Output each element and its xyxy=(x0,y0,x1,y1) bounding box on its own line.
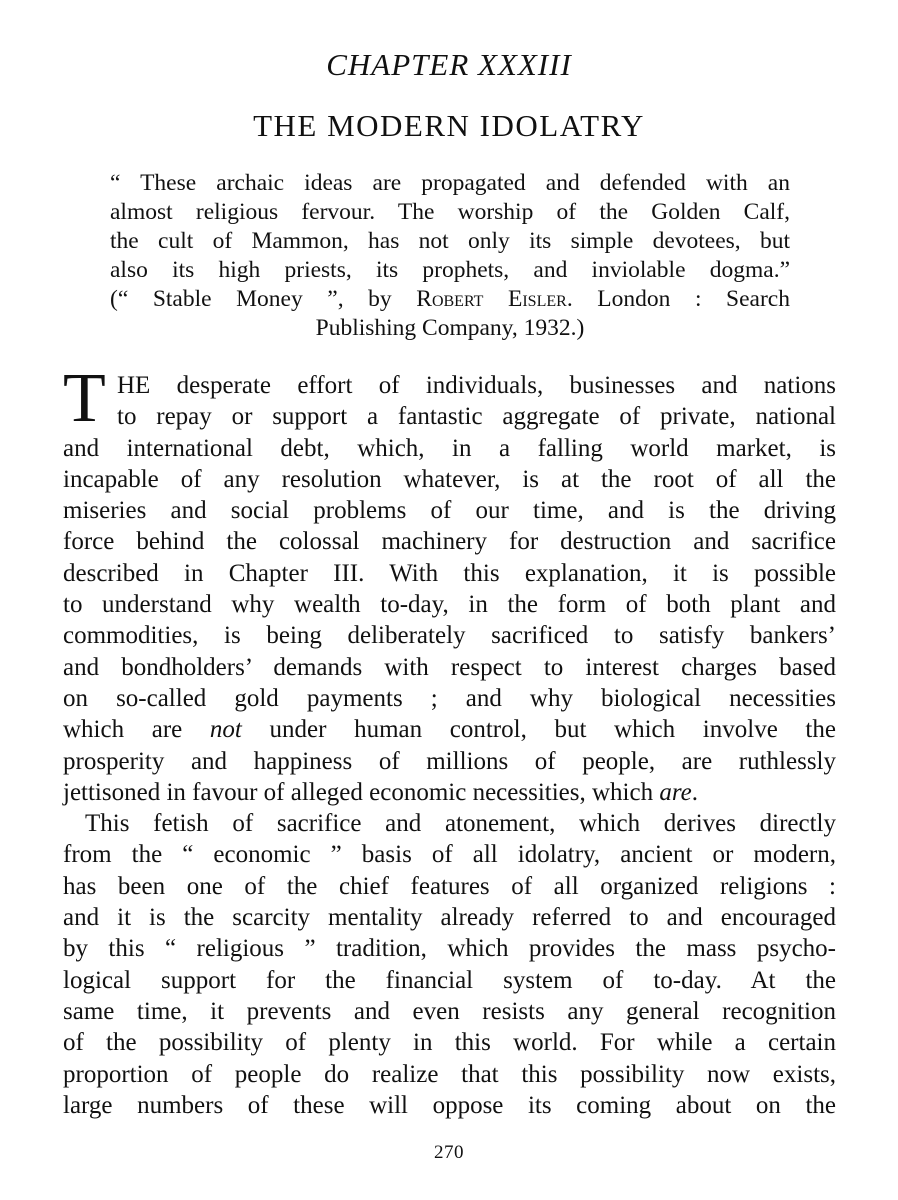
body-line: force behind the colossal machinery for destruction and sacrifice xyxy=(63,528,836,556)
body-line: from the “ economic ” basis of all idolatry, ancient or modern, xyxy=(63,841,836,869)
text-run: under human control, but which involve the xyxy=(241,716,836,744)
epigraph xyxy=(110,169,790,343)
epigraph-line: the cult of Mammon, has not only its simple devotees, but xyxy=(110,228,790,254)
body-line: commodities, is being deliberately sacrificed to satisfy bankers’ xyxy=(63,622,836,650)
body-line: This fetish of sacrifice and atonement, which derives directly xyxy=(85,810,836,838)
emphasis-are: are xyxy=(659,778,692,806)
text-run: jettisoned in favour of alleged economic necessities, which xyxy=(63,778,660,806)
epigraph-line: almost religious fervour. The worship of the Golden Calf, xyxy=(110,199,790,225)
body-line: to understand why wealth to-day, in the form of both plant and xyxy=(63,591,836,619)
epigraph-line: “ These archaic ideas are propagated and defended with an xyxy=(110,170,790,196)
body-text xyxy=(63,370,836,1121)
body-line: miseries and social problems of our time, and is the driving xyxy=(63,497,836,525)
page-number: 270 xyxy=(434,1142,464,1163)
body-line: on so-called gold payments ; and why biological necessities xyxy=(63,684,836,712)
epigraph-line: also its high priests, its prophets, and inviolable dogma.” xyxy=(110,257,790,283)
citation-author: Robert Eisler xyxy=(416,286,567,312)
body-line: by this “ religious ” tradition, which provides the mass psycho- xyxy=(63,935,836,963)
body-line: of the possibility of plenty in this world. For while a certain xyxy=(63,1029,836,1057)
text-run: which are xyxy=(63,716,210,744)
text-run: . xyxy=(691,778,698,806)
body-line: same time, it prevents and even resists any general recognition xyxy=(63,997,836,1025)
body-line: and international debt, which, in a falling world market, is xyxy=(63,434,836,462)
body-line xyxy=(63,777,836,808)
body-line: HE desperate effort of individuals, businesses and nations xyxy=(117,372,836,399)
body-line xyxy=(63,714,836,745)
body-line: has been one of the chief features of all organized religions : xyxy=(63,872,836,900)
chapter-heading: CHAPTER XXXIII xyxy=(326,47,572,82)
body-line: to repay or support a fantastic aggregate of private, national xyxy=(117,403,836,431)
body-line: proportion of people do realize that this possibility now exists, xyxy=(63,1060,836,1088)
body-line: and bondholders’ demands with respect to interest charges based xyxy=(63,653,836,681)
emphasis-not: not xyxy=(209,716,242,744)
citation-suffix: . London : Search xyxy=(566,286,790,312)
chapter-title: THE MODERN IDOLATRY xyxy=(253,108,645,143)
body-line: described in Chapter III. With this explanation, it is possible xyxy=(63,559,836,587)
body-line: and it is the scarcity mentality already referred to and encouraged xyxy=(63,904,836,932)
epigraph-citation-line2: Publishing Company, 1932.) xyxy=(315,315,585,341)
epigraph-citation xyxy=(110,285,790,314)
drop-cap: T xyxy=(63,360,106,437)
citation-prefix: (“ Stable Money ”, by xyxy=(110,286,417,312)
body-line: logical support for the financial system of to-day. At the xyxy=(63,966,836,994)
body-line: incapable of any resolution whatever, is at the root of all the xyxy=(63,465,836,493)
body-line: prosperity and happiness of millions of people, are ruthlessly xyxy=(63,747,836,775)
body-line: large numbers of these will oppose its coming about on the xyxy=(63,1091,836,1119)
